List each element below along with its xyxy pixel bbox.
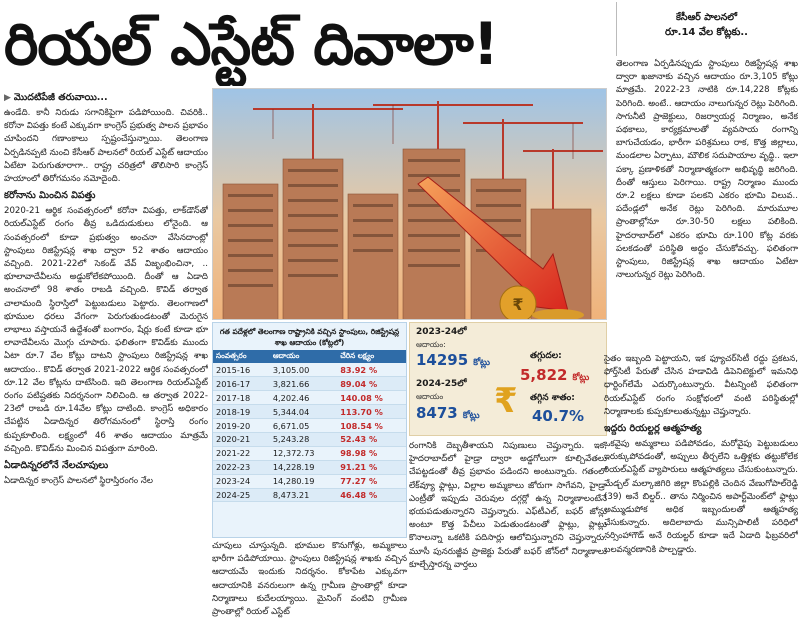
center-bottom-para: రంగానికి దెబ్బతీశాయని నిపుణులు చెప్తున్నారు. ఇక, హైదరాబాద్‌లో హైడ్రా ద్వారా అడ్డగోలుగా కూల్చివేతలు చేపట్టడంతో తీవ్ర ప్రభావం పడిందని అంటున్నారు. గతంలో లేక్‌వ్యూ ఫ్లాట్లు, విల్లాల అమ్మకాలు జోరుగా సాగేవని, హైడ్రా ఎంట్రీతో ఇప్పుడు చెరువుల దగ్గర్లో ఉన్న నిర్మాణాలంటేనే భయపడుతున్నారని చెప్తున్నారు. ఎఫ్‌టీఎల్, బఫర్ జోన్లు అంటూ కొత్త పేచీలు పెడుతుండటంతో ఫ్లాట్లు, ప్లాట్లు కొనాలన్నా ఒకటికి పదిసార్లు ఆలోచిస్తున్నారని చెప్తున్నారు. మూసీ పునరుజ్జీవ ప్రాజెక్టు పేరుతో బఫర్ జోన్‌లో నిర్మాణాలు కూల్చేస్తారన్న వార్తలు: [409, 441, 607, 570]
svg-text:₹: ₹: [512, 295, 524, 314]
income-cell: 5,243.28: [270, 432, 337, 446]
subheading-suicides: ఇద్దరు రియల్టర్ల ఆత్మహత్య: [604, 423, 702, 435]
headline: రియల్ ఎస్టేట్ దివాలా!: [4, 10, 499, 78]
sidebar-box-line2: రూ.14 వేల కోట్లకు..: [665, 27, 748, 38]
year-cell: 2019-20: [213, 419, 270, 433]
middle-bottom-column: [212, 540, 407, 620]
year-cell: 2022-23: [213, 460, 270, 474]
target-cell: 108.54 %: [337, 419, 406, 433]
stat-year-2024-25: 2024-25లో: [416, 379, 467, 389]
table-header-row: [213, 350, 406, 363]
income-cell: 14,280.19: [270, 474, 337, 488]
income-cell: 8,473.21: [270, 488, 337, 502]
target-cell: 91.21 %: [337, 460, 406, 474]
left-para-3: ఏడాదిన్నర కాంగ్రెస్ పాలనలో స్థిరాస్తిరంగం నేల: [4, 476, 153, 487]
target-cell: 46.48 %: [337, 488, 406, 502]
table-row: [213, 474, 406, 488]
right-bottom-para-1: సైతం ఇబ్బంది పెట్టాయని, ఇక ఫ్యూచర్‌సిటీ రద్దు ప్రకటన, ఫోర్త్‌సిటీ పేరుతో చేసిన హడావిడి డిపెనిటెక్టులో ఇమనిధి ధార్టింగ్‌లేమే ఎదుర్కొంటున్నారు. వీటన్నింటి ఫలితంగా రియల్‌ఎస్టేట్ రంగం సంక్షోభంలో వంటి పరిస్థితుల్లో నిర్మాణాలకు కుప్పకూలుతున్నట్టు చెప్తున్నారు.: [604, 354, 798, 417]
year-cell: 2021-22: [213, 446, 270, 460]
table-row: [213, 419, 406, 433]
income-cell: 3,821.66: [270, 377, 337, 391]
construction-photo: [212, 88, 607, 320]
stat-income-value-2: 8473: [416, 404, 458, 422]
target-cell: 140.08 %: [337, 391, 406, 405]
stat-year-2023-24: 2023-24లో: [416, 327, 467, 337]
stat-drop-label: తగ్గుదల:: [530, 351, 562, 361]
stat-income-unit-2: కోట్లు: [462, 411, 480, 421]
income-cell: 3,105.00: [270, 363, 337, 377]
year-cell: 2023-24: [213, 474, 270, 488]
target-cell: 52.43 %: [337, 432, 406, 446]
stat-drop-value: 5,822: [520, 366, 568, 384]
stat-drop-unit: కోట్లు: [572, 373, 590, 383]
revenue-table-box: [212, 322, 407, 538]
stat-income-unit-1: కోట్లు: [473, 358, 491, 368]
table-row: [213, 405, 406, 419]
target-cell: 98.98 %: [337, 446, 406, 460]
year-cell: 2024-25: [213, 488, 270, 502]
stat-income-value-1: 14295: [416, 351, 469, 369]
year-cell: 2017-18: [213, 391, 270, 405]
continuation-heading: ▶ మొదటిపేజీ తరువాయి...: [4, 92, 108, 103]
construction-illustration: [213, 89, 607, 320]
stat-income-2023-24: [416, 350, 490, 370]
column-header-target: చేరిన లక్ష్యం: [337, 350, 406, 363]
year-cell: 2015-16: [213, 363, 270, 377]
stat-pct-value: 40.7%: [532, 407, 585, 425]
left-para-2: 2020-21 ఆర్థిక సంవత్సరంలో కరోనా విపత్తు, లాక్‌డౌన్‌తో రియల్‌ఎస్టేట్ రంగం తీవ్ర ఒడిదుడుకులు లోనైంది. ఆ సంవత్సరంలో కూడా ప్రభుత్వం అంచనా వేసినదాంట్లో స్టాంపులు రిజిస్ట్రేషన్ల శాఖ ద్వారా 52 శాతం ఆదాయం వచ్చింది. 2021-22లో సెకండ్ వేవ్ విజృంభించినా, .. భూలావాదేవీలను అడ్డుకోలేకపోయింది. దీంతో ఆ ఏడాది అంచనాలో 98 శాతం రాబడి వచ్చింది. కొవిడ్ తర్వాత చాలామంది స్థిరాస్తిలో పెట్టుబడులు పెట్టారు. తెలంగాణలో భూముల ధరలు వేగంగా పెరుగుతుండటంతో మెరుగైన లాభాలు వస్తాయనే ఉద్దేశంతో బంగారం, షేర్లు కంటే కూడా భూ లావాదేవీలను మొగ్గు చూపారు. ఫలితంగా కొవిడ్‌కు ముందు ఏటా రూ.7 వేల కోట్లు దాటని స్టాంపులు రిజిస్ట్రేషన్ల శాఖ ఆదాయం.. కొవిడ్ తర్వాత 2021-2022 ఆర్థిక సంవత్సరంలో రూ.12 వేల కోట్లను దాటేసింది. ఇది తెలంగాణ రియల్‌ఎస్టేట్ రంగం పటిష్టతకు నిదర్శనంగా నిలిచింది. ఆ తర్వాత 2022-23లో రాబడి రూ.14వేల కోట్లు దాటింది. కాంగ్రెస్ అధికారం చేపట్టిన ఏడాదిన్నర తిరోగమనంలో స్థిరాస్తి రంగం కుప్పకూలింది. లక్ష్యంలో 46 శాతం ఆదాయం మాత్రమే వచ్చింది. కొవిడ్‌ను మించిన విపత్తుగా మారింది.: [4, 206, 208, 454]
income-cell: 6,671.05: [270, 419, 337, 433]
target-cell: 77.27 %: [337, 474, 406, 488]
column-header-income: ఆదాయం: [270, 350, 337, 363]
left-column: [4, 88, 208, 620]
sidebar-box-line1: కేసీఆర్ పాలనలో: [675, 12, 738, 23]
right-top-column: [616, 58, 798, 350]
stat-pct-label: తగ్గిన శాతం:: [530, 393, 575, 403]
revenue-table: [213, 350, 406, 502]
sidebar-box: [616, 2, 796, 56]
table-row: [213, 460, 406, 474]
year-cell: 2016-17: [213, 377, 270, 391]
target-cell: 113.70 %: [337, 405, 406, 419]
income-stats-box: [409, 322, 607, 436]
table-row: [213, 377, 406, 391]
stat-income-2024-25: [416, 403, 480, 423]
column-header-year: సంవత్సరం: [213, 350, 270, 363]
table-row: [213, 488, 406, 502]
subheading-corona: కరోనాను మించిన విపత్తు: [4, 190, 96, 202]
table-row: [213, 363, 406, 377]
table-row: [213, 432, 406, 446]
subheading-decline: ఏడాదిన్నరలోనే నేలచూపులు: [4, 460, 109, 472]
income-cell: 14,228.19: [270, 460, 337, 474]
chevron-right-icon: ▶: [4, 93, 11, 103]
year-cell: 2020-21: [213, 432, 270, 446]
table-caption: గత పదేళ్లలో తెలంగాణ రాష్ట్రానికి వచ్చిన స్టాంపులు, రిజిస్ట్రేషన్ల శాఖ ఆదాయం (కోట్లలో): [219, 327, 400, 347]
money-bag-icon: [500, 286, 536, 320]
table-row: [213, 446, 406, 460]
stat-drop: [520, 365, 589, 385]
income-cell: 5,344.04: [270, 405, 337, 419]
table-row: [213, 391, 406, 405]
stat-income-label-1: ఆదాయం:: [416, 340, 446, 349]
income-cell: 12,372.73: [270, 446, 337, 460]
target-cell: 83.92 %: [337, 363, 406, 377]
rupee-icon: ₹: [494, 381, 518, 421]
right-bottom-column: [604, 353, 798, 621]
middle-bottom-para: చూపులు చూస్తున్నది. భూముల కొనుగోళ్లు, అమ్మకాలు భారీగా పడిపోయాయి. స్టాంపులు రిజిస్ట్రేషన్ల శాఖకు వచ్చిన ఆదాయమే ఇందుకు నిదర్శనం. కోకాపేట ఎక్కువగా ఆదాయానికి వనరులుగా ఉన్న గ్రామీణ ప్రాంతాల్లో కూడా నిర్మాణాలు కుదేలయ్యాయి. మైనింగ్ వంటివి గ్రామీణ ప్రాంతాల్లో రియల్ ఎస్టేట్: [212, 541, 407, 618]
target-cell: 89.04 %: [337, 377, 406, 391]
center-bottom-column: [409, 440, 607, 620]
right-top-para: తెలంగాణ ఏర్పడినప్పుడు స్టాంపులు రిజిస్ట్రేషన్ల శాఖ ద్వారా ఖజానాకు వచ్చిన ఆదాయం రూ.3,105 కోట్లు మాత్రమే. 2022-23 నాటికి రూ.14,228 కోట్లకు పెరిగింది. అంటే.. ఆదాయం నాలుగున్నర రెట్లు పెరిగింది. సాగునీటి ప్రాజెక్టులు, రిజర్వాయర్ల నిర్మాణం, అనేక పథకాలు, కార్యక్రమాలతో వ్యవసాయ రంగాన్ని బాగుచేయడం, భారీగా పరిశ్రమలు రాక, కొత్త జిల్లాలు, మండలాల ఏర్పాటు, మౌలిక సదుపాయాల వృద్ధి.. ఇలా పక్కా ప్రణాళికతో నిర్మాణాత్మకంగా అభివృద్ధి జరిగింది. దీంతో ఆస్తులు పెరిగాయి. రాష్ట్ర నిర్మాణం ముందు రూ.2 లక్షలు కూడా పలకని ఎకరం భూమి విలువ.. పదేండ్లలో అనేక రెట్లు పెరిగింది. మారుమూల ప్రాంతాల్లోనూ రూ.30-50 లక్షలు పలికింది. హైదరాబాద్‌లో ఎకరం భూమి రూ.100 కోట్ల వరకు పలకడంతో పరిస్థితి అద్దం చేసుకోవచ్చు. ఫలితంగా స్టాంపులు, రిజిస్ట్రేషన్ల శాఖ ఆదాయం ఏటేటా నాలుగున్నర రెట్లు పెరిగింది.: [616, 59, 798, 281]
right-bottom-para-2: ఒకవైపు అమ్మకాలు పడిపోవడం, మరోవైపు పెట్టుబడులు ఇరుక్కుపోవడంతో, అప్పులు తీర్చలేని ఒత్తిళ్లకు తట్టుకోలేక రియల్‌ఎస్టేట్ వ్యాపారులు ఆత్మహత్యలు చేసుకుంటున్నారు. మేడ్చల్ మల్కాజిగిరి జిల్లా కొంపల్లికి చెందిన వేణుగోపాల్‌రెడ్డి (39) అనే బిల్డర్.. తాను నిర్మించిన అపార్ట్‌మెంట్‌లో ఫ్లాట్లు అమ్ముడుపోక అధిక ఇబ్బందులతో ఆత్మహత్య చేసుకున్నారు. అదిలాబాదు మున్సిపాలిటీ పరిధిలో నర్సింహాగౌడ్ అనే రియల్టర్ కూడా ఇదే ఏడాది ఫిబ్రవరిలో బలవన్మరణానికి పాల్పడ్డారు.: [604, 439, 798, 555]
year-cell: 2018-19: [213, 405, 270, 419]
stat-income-label-2: ఆదాయం: [416, 392, 444, 401]
income-cell: 4,202.46: [270, 391, 337, 405]
left-para-1: ఉండేది. కానీ నిరుడు సగానికిపైగా పడిపోయింది. చివరికి.. కరోనా విపత్తు కంటే ఎక్కువగా కాంగ్రెస్ ప్రభుత్వ పాలన ప్రభావం చూపిందని గణాంకాలు స్పష్టంచేస్తున్నాయి. తెలంగాణ ఏర్పడినప్పటి నుంచి కేసీఆర్ పాలనలో రియల్ ఎస్టేట్ ఆదాయం ఏటేటా పెరుగుతూరాగా.. రాష్ట్ర చరిత్రలో తొలిసారి కాంగ్రెస్ హయాంలో తిరోగమనం నమోదైంది.: [4, 108, 208, 185]
